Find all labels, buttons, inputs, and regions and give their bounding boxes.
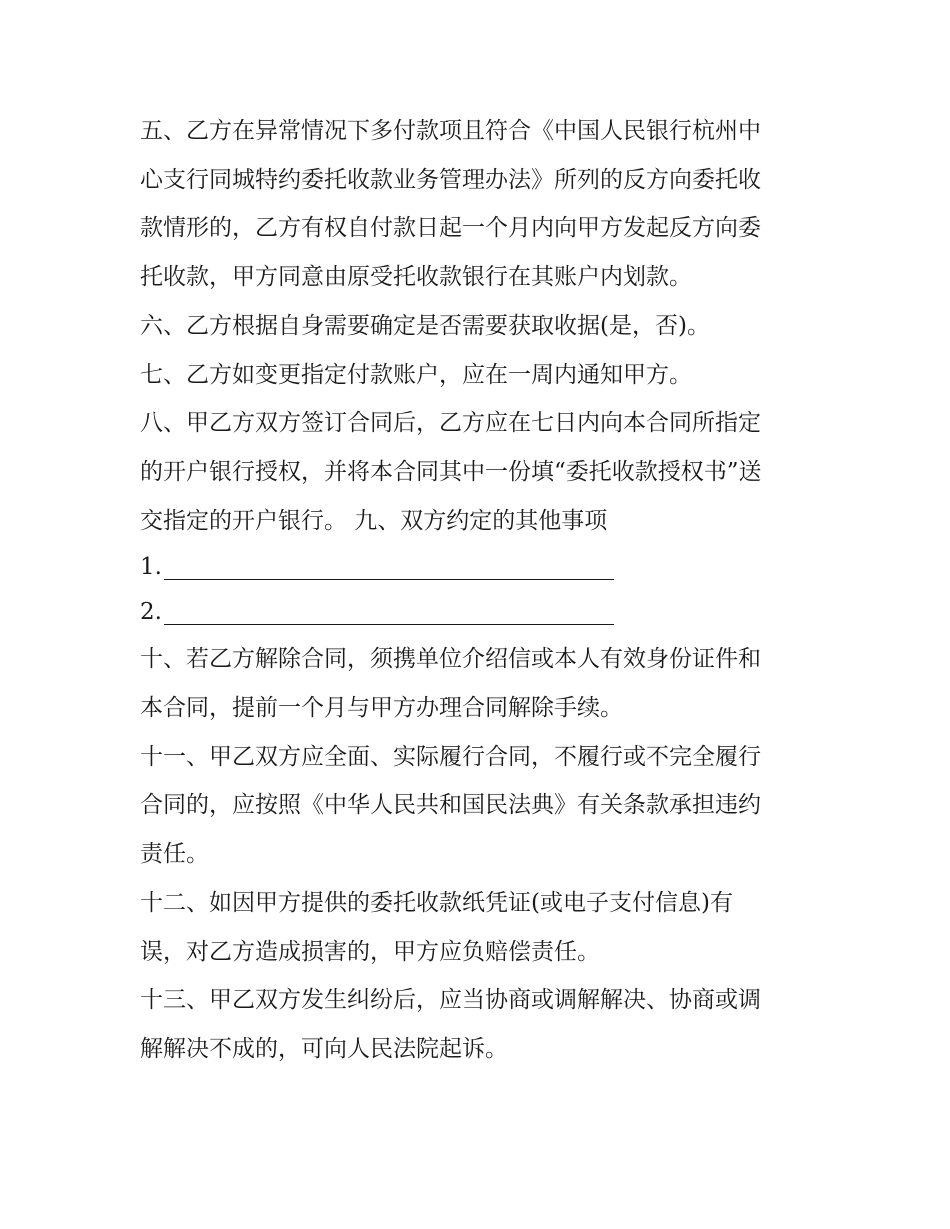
text-line: 八、甲乙方双方签订合同后，乙方应在七日内向本合同所指定 [140, 410, 761, 437]
text-line: 误，对乙方造成损害的，甲方应负赔偿责任。 [140, 938, 600, 965]
blank-number: 1. [140, 554, 162, 581]
clause-7 [140, 351, 820, 400]
text-line: 十二、如因甲方提供的委托收款纸凭证(或电子支付信息)有 [140, 889, 733, 916]
clause-6 [140, 302, 820, 351]
text-line: 责任。 [140, 841, 209, 868]
clause-12 [140, 879, 820, 976]
clause-13 [140, 976, 820, 1073]
text-line: 五、乙方在异常情况下多付款项且符合《中国人民银行杭州中 [140, 118, 761, 144]
text-line: 合同的，应按照《中华人民共和国民法典》有关条款承担违约 [140, 792, 761, 819]
text-line: 十一、甲乙双方应全面、实际履行合同，不履行或不完全履行 [140, 743, 761, 770]
clause-10 [140, 635, 820, 732]
text-line: 本合同，提前一个月与甲方办理合同解除手续。 [140, 695, 623, 722]
text-line: 的开户银行授权，并将本合同其中一份填“委托收款授权书”送 [140, 458, 762, 485]
text-line: 六、乙方根据自身需要确定是否需要获取收据(是，否)。 [140, 312, 710, 339]
clause-11 [140, 733, 820, 879]
other-terms-blanks [140, 545, 820, 635]
fill-in-line [164, 578, 614, 580]
blank-number: 2. [140, 599, 162, 626]
text-line: 心支行同城特约委托收款业务管理办法》所列的反方向委托收 [140, 166, 761, 193]
text-line: 交指定的开户银行。 九、双方约定的其他事项 [140, 507, 608, 534]
document-body [140, 107, 820, 1074]
text-line: 解解决不成的，可向人民法院起诉。 [140, 1035, 508, 1062]
fill-in-line [164, 623, 614, 625]
text-line: 十三、甲乙双方发生纠纷后，应当协商或调解解决、协商或调 [140, 987, 761, 1014]
text-line: 七、乙方如变更指定付款账户，应在一周内通知甲方。 [140, 361, 692, 388]
blank-item-2 [140, 590, 820, 635]
clause-5 [140, 107, 820, 302]
text-line: 十、若乙方解除合同，须携单位介绍信或本人有效身份证件和 [140, 646, 761, 673]
text-line: 托收款，甲方同意由原受托收款银行在其账户内划款。 [140, 264, 692, 291]
text-line: 款情形的，乙方有权自付款日起一个月内向甲方发起反方向委 [140, 215, 761, 242]
clause-8 [140, 399, 820, 545]
blank-item-1 [140, 545, 820, 590]
